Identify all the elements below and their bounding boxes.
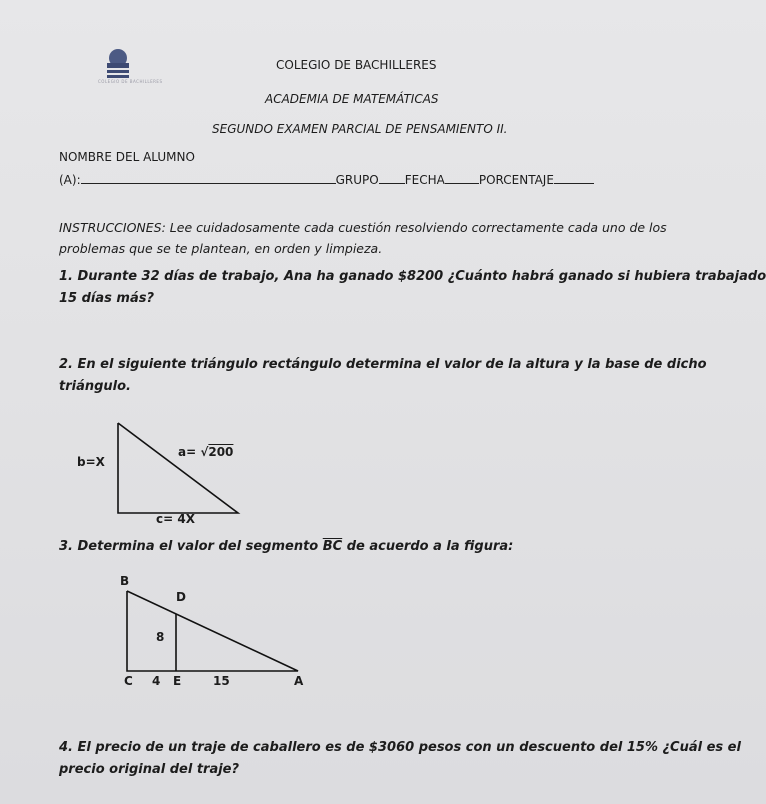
group-field[interactable] bbox=[379, 173, 405, 184]
question-4-line-2: precio original del traje? bbox=[59, 762, 240, 777]
point-d: D bbox=[176, 590, 186, 604]
triangle-figure-2 bbox=[110, 570, 330, 695]
question-3 bbox=[59, 536, 513, 558]
logo-text: COLEGIO DE BACHILLERES bbox=[98, 79, 163, 84]
name-field[interactable] bbox=[81, 173, 336, 184]
question-2-line-1: 2. En el siguiente triángulo rectángulo determina el valor de la altura y la base de dicho bbox=[59, 357, 707, 372]
point-e: E bbox=[173, 674, 182, 688]
question-2 bbox=[59, 354, 707, 398]
percent-field[interactable] bbox=[554, 173, 594, 184]
question-3-suffix: de acuerdo a la figura: bbox=[342, 539, 514, 554]
sqrt-icon: √ bbox=[200, 445, 209, 459]
label-a bbox=[178, 445, 233, 459]
label-a-value: 200 bbox=[208, 445, 234, 459]
point-a: A bbox=[294, 674, 304, 688]
label-fifteen: 15 bbox=[213, 674, 230, 688]
percent-label: PORCENTAJE bbox=[478, 173, 554, 187]
label-a-prefix: a= bbox=[178, 445, 201, 459]
question-3-prefix: 3. Determina el valor del segmento bbox=[59, 539, 323, 554]
school-logo bbox=[98, 44, 163, 92]
logo-icon bbox=[98, 44, 158, 92]
form-line bbox=[59, 173, 594, 187]
name-prefix: (A): bbox=[59, 173, 81, 187]
instructions bbox=[59, 217, 667, 259]
segment-bc: $\overline{BC}$ bbox=[322, 539, 343, 554]
label-c: c= 4X bbox=[156, 512, 195, 526]
school-name: COLEGIO DE BACHILLERES bbox=[276, 58, 437, 72]
question-4 bbox=[59, 737, 741, 781]
point-b: B bbox=[120, 574, 130, 588]
question-4-line-1: 4. El precio de un traje de caballero es de $3060 pesos con un descuento del 15% ¿Cuál es el bbox=[59, 740, 741, 755]
label-eight: 8 bbox=[156, 630, 165, 644]
triangle-figure-1 bbox=[60, 415, 260, 535]
question-1 bbox=[59, 266, 766, 310]
academy-name: ACADEMIA DE MATEMÁTICAS bbox=[265, 92, 439, 106]
question-1-line-2: 15 días más? bbox=[59, 291, 155, 306]
exam-title: SEGUNDO EXAMEN PARCIAL DE PENSAMIENTO II. bbox=[212, 122, 508, 136]
instructions-line-2: problemas que se te plantean, en orden y limpieza. bbox=[59, 241, 383, 256]
name-label: NOMBRE DEL ALUMNO bbox=[59, 150, 195, 164]
instructions-line-1 bbox=[59, 217, 667, 238]
date-field[interactable] bbox=[445, 173, 479, 184]
label-four: 4 bbox=[152, 674, 161, 688]
instructions-label: INSTRUCCIONES: bbox=[59, 220, 166, 235]
date-label: FECHA bbox=[404, 173, 445, 187]
group-label: GRUPO bbox=[335, 173, 379, 187]
question-2-line-2: triángulo. bbox=[59, 379, 131, 394]
point-c: C bbox=[124, 674, 133, 688]
question-1-line-1: 1. Durante 32 días de trabajo, Ana ha ganado $8200 ¿Cuánto habrá ganado si hubiera trabajado bbox=[59, 269, 766, 284]
instructions-text-1: Lee cuidadosamente cada cuestión resolviendo correctamente cada uno de los bbox=[165, 220, 667, 235]
label-b: b=X bbox=[77, 455, 105, 469]
